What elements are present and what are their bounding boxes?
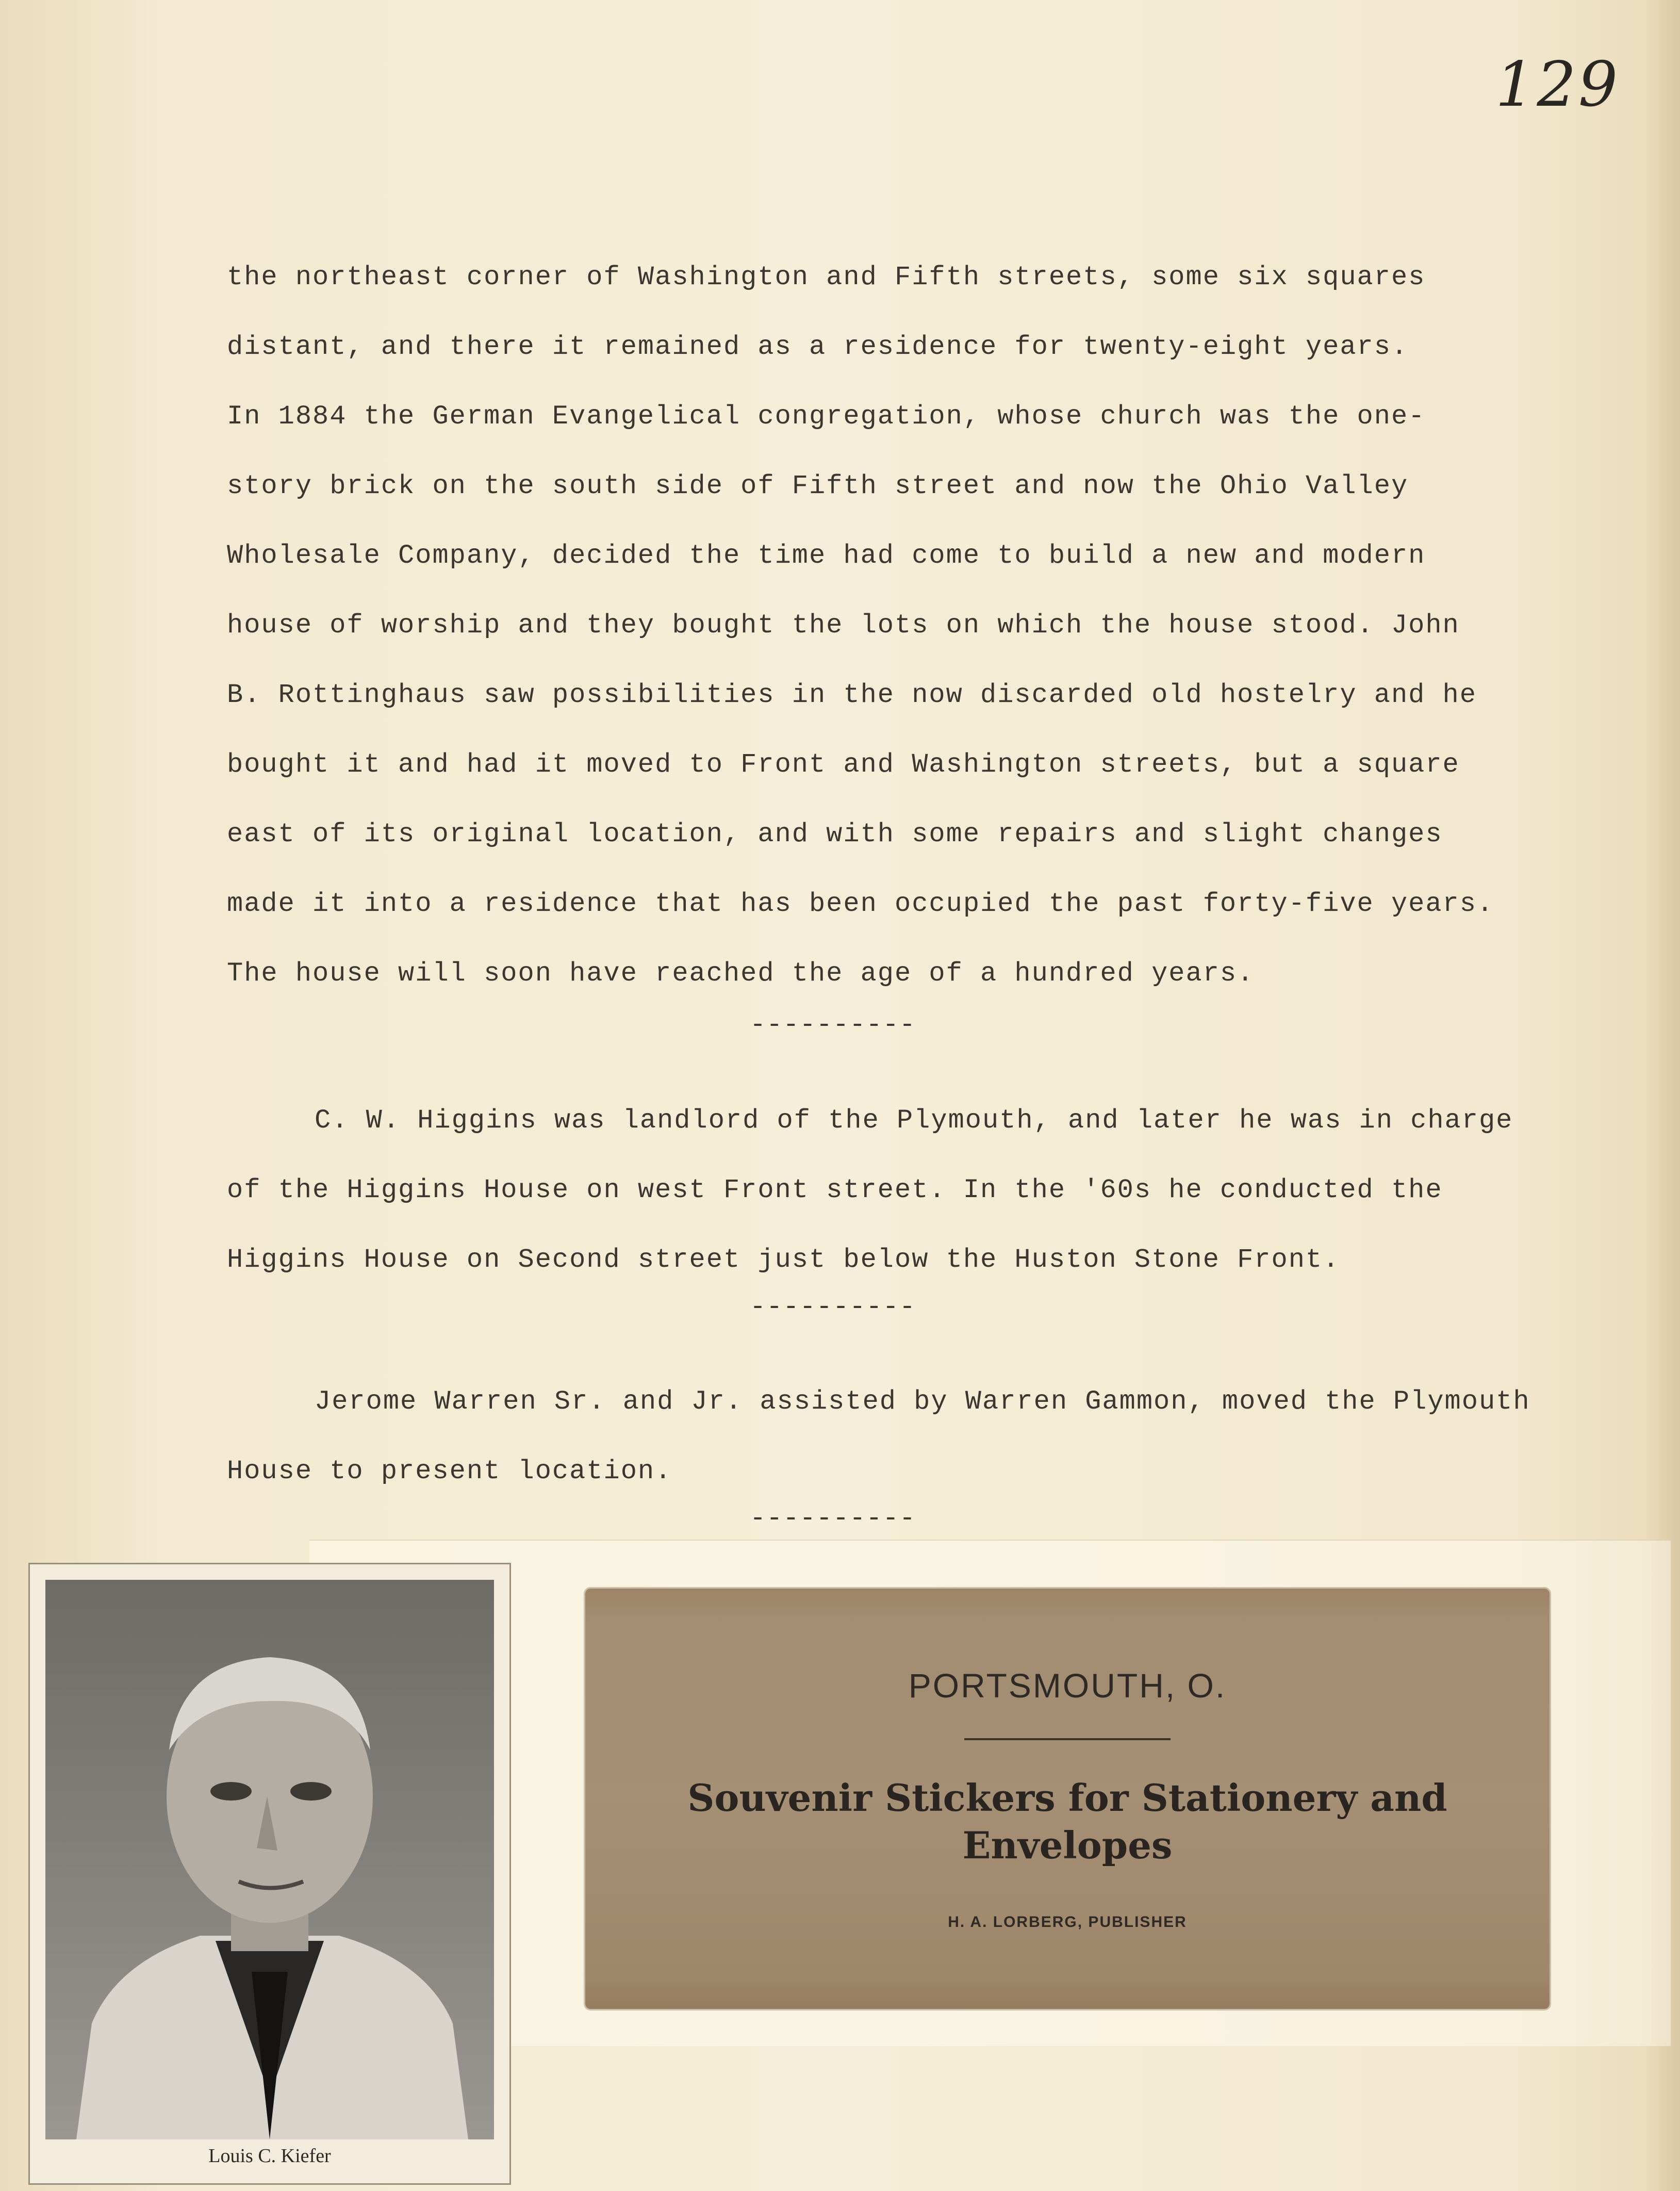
photo-caption: Louis C. Kiefer — [208, 2145, 331, 2167]
separator-1: ---------- — [749, 1010, 916, 1040]
sticker-divider — [964, 1738, 1171, 1740]
page-number: 129 — [1495, 49, 1620, 121]
separator-2: ---------- — [749, 1292, 916, 1322]
paragraph-warren: Jerome Warren Sr. and Jr. assisted by Warren Gammon, moved the Plymouth House to present location. — [227, 1386, 1530, 1486]
newspaper-clipping-photo — [28, 1563, 511, 2185]
typed-text-block-3 — [227, 1367, 1547, 1506]
sticker-subtitle: Souvenir Stickers for Stationery and Envelopes — [687, 1776, 1447, 1867]
paragraph-rottinghaus: the northeast corner of Washington and Fifth streets, some six squares distant, and there it remained as a residence for twenty-eight years. In 1884 the German Evangelical congregation, whose church was the one- story brick on the south side of Fifth street and now the Ohio Valley Wholesale Company, decided the time had come to build a new and modern house of worship and they bought the lots on which the house stood. John B. Rottinghaus saw possibilities in the now discarded old hostelry and he bought it and had it moved to Front and Washington streets, but a square east of its original location, and with some repairs and slight changes made it into a residence that has been occupied the past forty-five years. The house will soon have reached the age of a hundred years. — [227, 262, 1494, 989]
paragraph-higgins: C. W. Higgins was landlord of the Plymouth, and later he was in charge of the Higgins House on west Front street. In the '60s he conducted the Higgins House on Second street just below the Huston Stone Front. — [227, 1105, 1513, 1275]
separator-3: ---------- — [749, 1503, 916, 1534]
typed-text-block — [227, 242, 1547, 1008]
portrait-illustration — [45, 1580, 494, 2139]
portrait-photo — [45, 1580, 494, 2139]
sticker-publisher: H. A. LORBERG, PUBLISHER — [948, 1914, 1187, 1931]
sticker-title: PORTSMOUTH, O. — [908, 1666, 1227, 1705]
souvenir-sticker-envelope — [585, 1589, 1550, 2009]
typed-text-block-2 — [227, 1086, 1547, 1295]
